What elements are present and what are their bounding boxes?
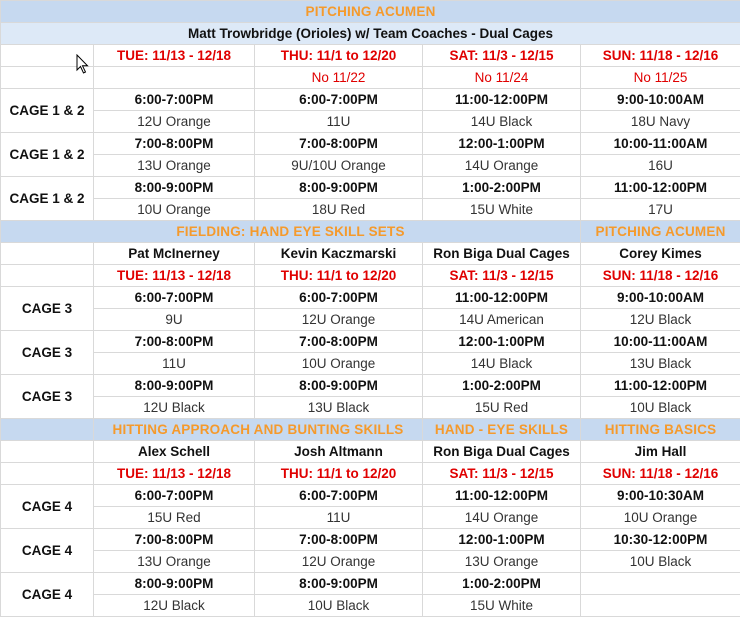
- exception-cell[interactable]: No 11/25: [581, 67, 740, 89]
- date-range-cell[interactable]: TUE: 11/13 - 12/18: [94, 45, 255, 67]
- team-cell[interactable]: 15U White: [423, 595, 581, 617]
- time-row: [1, 133, 740, 155]
- date-range-cell[interactable]: SUN: 11/18 - 12/16: [581, 265, 740, 287]
- team-row: [1, 353, 740, 375]
- empty-cell[interactable]: [1, 265, 94, 287]
- team-cell[interactable]: 11U: [255, 507, 423, 529]
- date-range-cell[interactable]: SUN: 11/18 - 12/16: [581, 463, 740, 485]
- team-cell[interactable]: 14U Black: [423, 353, 581, 375]
- team-cell[interactable]: 14U Orange: [423, 155, 581, 177]
- empty-cell[interactable]: [1, 463, 94, 485]
- team-cell[interactable]: 18U Red: [255, 199, 423, 221]
- coach-row: [1, 243, 740, 265]
- coach-row: [1, 441, 740, 463]
- team-cell[interactable]: 12U Orange: [255, 551, 423, 573]
- team-cell[interactable]: 15U White: [423, 199, 581, 221]
- cage-label[interactable]: CAGE 3: [1, 287, 94, 331]
- team-row: [1, 155, 740, 177]
- time-cell[interactable]: 6:00-7:00PM: [94, 485, 255, 507]
- team-cell[interactable]: 12U Orange: [255, 309, 423, 331]
- team-cell[interactable]: 11U: [94, 353, 255, 375]
- time-cell[interactable]: 8:00-9:00PM: [255, 573, 423, 595]
- time-cell[interactable]: 6:00-7:00PM: [94, 287, 255, 309]
- date-range-cell[interactable]: SUN: 11/18 - 12/16: [581, 45, 740, 67]
- team-cell[interactable]: 9U: [94, 309, 255, 331]
- team-cell[interactable]: 14U American: [423, 309, 581, 331]
- team-cell[interactable]: 9U/10U Orange: [255, 155, 423, 177]
- team-cell[interactable]: 15U Red: [423, 397, 581, 419]
- time-cell[interactable]: 6:00-7:00PM: [255, 485, 423, 507]
- time-cell[interactable]: 7:00-8:00PM: [255, 529, 423, 551]
- time-cell[interactable]: 9:00-10:30AM: [581, 485, 740, 507]
- section-header-row: [1, 419, 740, 441]
- time-cell[interactable]: 11:00-12:00PM: [423, 287, 581, 309]
- team-row: [1, 551, 740, 573]
- team-row: [1, 309, 740, 331]
- time-cell[interactable]: 12:00-1:00PM: [423, 529, 581, 551]
- time-cell[interactable]: 12:00-1:00PM: [423, 133, 581, 155]
- cage-label[interactable]: CAGE 1 & 2: [1, 89, 94, 133]
- coach-name[interactable]: Josh Altmann: [255, 441, 423, 463]
- dates-row: [1, 265, 740, 287]
- date-range-cell[interactable]: THU: 11/1 to 12/20: [255, 265, 423, 287]
- team-cell[interactable]: 16U: [581, 155, 740, 177]
- coach-name[interactable]: Ron Biga Dual Cages: [423, 243, 581, 265]
- time-cell[interactable]: 7:00-8:00PM: [94, 133, 255, 155]
- exception-row: [1, 67, 740, 89]
- time-cell[interactable]: 9:00-10:00AM: [581, 89, 740, 111]
- time-row: [1, 485, 740, 507]
- coach-name[interactable]: Pat McInerney: [94, 243, 255, 265]
- time-cell[interactable]: 7:00-8:00PM: [94, 331, 255, 353]
- time-cell[interactable]: 1:00-2:00PM: [423, 375, 581, 397]
- date-range-cell[interactable]: TUE: 11/13 - 12/18: [94, 463, 255, 485]
- time-cell[interactable]: 10:00-11:00AM: [581, 133, 740, 155]
- time-cell[interactable]: 8:00-9:00PM: [255, 375, 423, 397]
- team-cell[interactable]: 10U Orange: [581, 507, 740, 529]
- section-title[interactable]: PITCHING ACUMEN: [1, 1, 740, 23]
- section-title[interactable]: FIELDING: HAND EYE SKILL SETS: [1, 221, 581, 243]
- time-cell[interactable]: 6:00-7:00PM: [94, 89, 255, 111]
- section-header-row: [1, 221, 740, 243]
- team-cell[interactable]: 10U Black: [581, 551, 740, 573]
- team-cell[interactable]: 10U Black: [255, 595, 423, 617]
- cage-label[interactable]: CAGE 3: [1, 331, 94, 375]
- team-cell[interactable]: 14U Black: [423, 111, 581, 133]
- team-cell[interactable]: 13U Black: [581, 353, 740, 375]
- cage-label[interactable]: CAGE 1 & 2: [1, 133, 94, 177]
- empty-cell[interactable]: [1, 45, 94, 67]
- section-title[interactable]: PITCHING ACUMEN: [581, 221, 740, 243]
- time-cell[interactable]: 8:00-9:00PM: [255, 177, 423, 199]
- team-cell[interactable]: 12U Black: [581, 309, 740, 331]
- date-range-cell[interactable]: THU: 11/1 to 12/20: [255, 463, 423, 485]
- team-cell[interactable]: 10U Orange: [94, 199, 255, 221]
- time-cell[interactable]: 6:00-7:00PM: [255, 287, 423, 309]
- coach-name[interactable]: Ron Biga Dual Cages: [423, 441, 581, 463]
- time-cell[interactable]: 7:00-8:00PM: [255, 331, 423, 353]
- cage-label[interactable]: CAGE 3: [1, 375, 94, 419]
- section-subtitle[interactable]: Matt Trowbridge (Orioles) w/ Team Coaches - Dual Cages: [1, 23, 740, 45]
- time-cell[interactable]: 10:30-12:00PM: [581, 529, 740, 551]
- time-cell[interactable]: 1:00-2:00PM: [423, 177, 581, 199]
- cage-label[interactable]: CAGE 4: [1, 485, 94, 529]
- team-cell[interactable]: 13U Black: [255, 397, 423, 419]
- team-row: [1, 199, 740, 221]
- time-cell[interactable]: 11:00-12:00PM: [581, 177, 740, 199]
- cage-label[interactable]: CAGE 4: [1, 529, 94, 573]
- empty-cell[interactable]: [1, 441, 94, 463]
- team-cell[interactable]: 13U Orange: [423, 551, 581, 573]
- section-title[interactable]: HAND - EYE SKILLS: [423, 419, 581, 441]
- team-row: [1, 397, 740, 419]
- team-row: [1, 595, 740, 617]
- coach-name[interactable]: Corey Kimes: [581, 243, 740, 265]
- time-row: [1, 573, 740, 595]
- team-cell[interactable]: 15U Red: [94, 507, 255, 529]
- time-cell[interactable]: 8:00-9:00PM: [94, 573, 255, 595]
- team-cell[interactable]: 12U Black: [94, 397, 255, 419]
- team-row: [1, 111, 740, 133]
- time-cell[interactable]: 9:00-10:00AM: [581, 287, 740, 309]
- coach-name[interactable]: Jim Hall: [581, 441, 740, 463]
- section-header-row: [1, 1, 740, 23]
- time-cell[interactable]: 7:00-8:00PM: [255, 133, 423, 155]
- team-cell[interactable]: 12U Black: [94, 595, 255, 617]
- coach-name[interactable]: Kevin Kaczmarski: [255, 243, 423, 265]
- team-cell[interactable]: 12U Orange: [94, 111, 255, 133]
- section-subheader-row: [1, 23, 740, 45]
- team-cell[interactable]: 17U: [581, 199, 740, 221]
- team-cell[interactable]: 14U Orange: [423, 507, 581, 529]
- time-cell[interactable]: 6:00-7:00PM: [255, 89, 423, 111]
- date-range-cell[interactable]: SAT: 11/3 - 12/15: [423, 45, 581, 67]
- time-cell[interactable]: 11:00-12:00PM: [423, 89, 581, 111]
- exception-cell[interactable]: No 11/22: [255, 67, 423, 89]
- team-cell[interactable]: [581, 595, 740, 617]
- coach-name[interactable]: Alex Schell: [94, 441, 255, 463]
- time-cell[interactable]: 8:00-9:00PM: [94, 375, 255, 397]
- time-row: [1, 529, 740, 551]
- time-row: [1, 331, 740, 353]
- empty-cell[interactable]: [1, 419, 94, 441]
- exception-cell[interactable]: [94, 67, 255, 89]
- time-row: [1, 89, 740, 111]
- date-range-cell[interactable]: SAT: 11/3 - 12/15: [423, 463, 581, 485]
- team-cell[interactable]: 10U Orange: [255, 353, 423, 375]
- time-cell[interactable]: [581, 573, 740, 595]
- time-cell[interactable]: 8:00-9:00PM: [94, 177, 255, 199]
- date-range-cell[interactable]: THU: 11/1 to 12/20: [255, 45, 423, 67]
- time-cell[interactable]: 12:00-1:00PM: [423, 331, 581, 353]
- dates-row: [1, 463, 740, 485]
- dates-row: [1, 45, 740, 67]
- team-cell[interactable]: 13U Orange: [94, 155, 255, 177]
- time-row: [1, 287, 740, 309]
- time-cell[interactable]: 10:00-11:00AM: [581, 331, 740, 353]
- time-row: [1, 375, 740, 397]
- team-cell[interactable]: 13U Orange: [94, 551, 255, 573]
- team-cell[interactable]: 11U: [255, 111, 423, 133]
- team-cell[interactable]: 18U Navy: [581, 111, 740, 133]
- time-cell[interactable]: 11:00-12:00PM: [423, 485, 581, 507]
- section-title[interactable]: HITTING APPROACH AND BUNTING SKILLS: [94, 419, 423, 441]
- time-cell[interactable]: 7:00-8:00PM: [94, 529, 255, 551]
- team-row: [1, 507, 740, 529]
- section-title[interactable]: HITTING BASICS: [581, 419, 740, 441]
- team-cell[interactable]: 10U Black: [581, 397, 740, 419]
- time-row: [1, 177, 740, 199]
- empty-cell[interactable]: [1, 243, 94, 265]
- empty-cell[interactable]: [1, 67, 94, 89]
- cage-label[interactable]: CAGE 4: [1, 573, 94, 617]
- date-range-cell[interactable]: TUE: 11/13 - 12/18: [94, 265, 255, 287]
- date-range-cell[interactable]: SAT: 11/3 - 12/15: [423, 265, 581, 287]
- exception-cell[interactable]: No 11/24: [423, 67, 581, 89]
- cage-label[interactable]: CAGE 1 & 2: [1, 177, 94, 221]
- time-cell[interactable]: 1:00-2:00PM: [423, 573, 581, 595]
- time-cell[interactable]: 11:00-12:00PM: [581, 375, 740, 397]
